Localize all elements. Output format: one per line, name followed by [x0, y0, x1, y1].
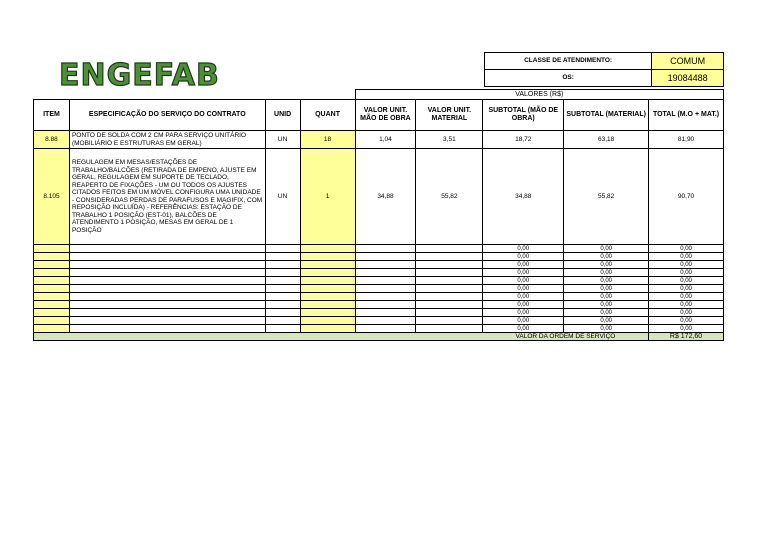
row-sub-mat: 55,82 — [564, 149, 649, 245]
blank-espec — [69, 317, 265, 325]
blank-row — [34, 269, 724, 277]
blank-item — [34, 253, 70, 261]
blank-total: 0,00 — [649, 253, 724, 261]
blank-sub-mat: 0,00 — [564, 309, 649, 317]
blank-sub-mao: 0,00 — [483, 245, 564, 253]
blank-valor-mat — [416, 277, 483, 285]
blank-row — [34, 309, 724, 317]
blank-valor-mao — [355, 269, 416, 277]
blank-espec — [69, 325, 265, 333]
blank-unid — [265, 277, 300, 285]
blank-espec — [69, 277, 265, 285]
header-sub-mat: SUBTOTAL (MATERIAL) — [564, 100, 649, 131]
header-espec: ESPECIFICAÇÃO DO SERVIÇO DO CONTRATO — [69, 100, 265, 131]
row-quant: 1 — [300, 149, 355, 245]
valores-label: VALORES (R$) — [355, 90, 724, 100]
blank-total: 0,00 — [649, 261, 724, 269]
row-valor-mat: 55,82 — [416, 149, 483, 245]
blank-sub-mao: 0,00 — [483, 277, 564, 285]
blank-valor-mat — [416, 301, 483, 309]
blank-sub-mao: 0,00 — [483, 309, 564, 317]
footer-total: R$ 172,60 — [649, 333, 724, 341]
blank-unid — [265, 301, 300, 309]
blank-total: 0,00 — [649, 317, 724, 325]
company-logo: ENGEFAB — [59, 58, 220, 93]
blank-valor-mao — [355, 293, 416, 301]
blank-unid — [265, 325, 300, 333]
row-espec: PONTO DE SOLDA COM 2 CM PARA SERVIÇO UNITÁRIO (MOBILIÁRIO E ESTRUTURAS EM GERAL) — [69, 131, 265, 149]
blank-unid — [265, 317, 300, 325]
blank-unid — [265, 269, 300, 277]
blank-sub-mao: 0,00 — [483, 325, 564, 333]
blank-espec — [69, 285, 265, 293]
blank-sub-mao: 0,00 — [483, 261, 564, 269]
blank-unid — [265, 253, 300, 261]
blank-quant — [300, 269, 355, 277]
header-item: ITEM — [34, 100, 70, 131]
blank-sub-mat: 0,00 — [564, 269, 649, 277]
blank-row — [34, 317, 724, 325]
blank-item — [34, 309, 70, 317]
header-valor-mat: VALOR UNIT. MATERIAL — [416, 100, 483, 131]
blank-row — [34, 285, 724, 293]
blank-total: 0,00 — [649, 277, 724, 285]
blank-valor-mat — [416, 269, 483, 277]
blank-sub-mat: 0,00 — [564, 277, 649, 285]
service-order-table — [33, 89, 724, 341]
blank-valor-mao — [355, 277, 416, 285]
blank-quant — [300, 245, 355, 253]
blank-sub-mat: 0,00 — [564, 325, 649, 333]
blank-item — [34, 293, 70, 301]
blank-total: 0,00 — [649, 269, 724, 277]
blank-sub-mao: 0,00 — [483, 301, 564, 309]
blank-row — [34, 301, 724, 309]
blank-valor-mao — [355, 285, 416, 293]
blank-quant — [300, 285, 355, 293]
blank-valor-mat — [416, 309, 483, 317]
blank-row — [34, 277, 724, 285]
blank-unid — [265, 309, 300, 317]
blank-item — [34, 317, 70, 325]
blank-total: 0,00 — [649, 293, 724, 301]
blank-unid — [265, 245, 300, 253]
blank-quant — [300, 317, 355, 325]
blank-quant — [300, 261, 355, 269]
row-unid: UN — [265, 131, 300, 149]
row-item: 8.88 — [34, 131, 70, 149]
row-quant: 18 — [300, 131, 355, 149]
row-unid: UN — [265, 149, 300, 245]
blank-valor-mao — [355, 325, 416, 333]
blank-total: 0,00 — [649, 301, 724, 309]
blank-unid — [265, 293, 300, 301]
blank-valor-mao — [355, 309, 416, 317]
blank-espec — [69, 253, 265, 261]
header-total: TOTAL (M.O + MAT.) — [649, 100, 724, 131]
blank-quant — [300, 301, 355, 309]
blank-row — [34, 245, 724, 253]
blank-sub-mat: 0,00 — [564, 293, 649, 301]
blank-espec — [69, 309, 265, 317]
blank-sub-mao: 0,00 — [483, 285, 564, 293]
blank-sub-mao: 0,00 — [483, 317, 564, 325]
blank-espec — [69, 269, 265, 277]
row-total: 90,70 — [649, 149, 724, 245]
blank-quant — [300, 325, 355, 333]
row-valor-mao: 1,04 — [355, 131, 416, 149]
blank-sub-mat: 0,00 — [564, 253, 649, 261]
blank-sub-mat: 0,00 — [564, 301, 649, 309]
blank-valor-mat — [416, 285, 483, 293]
table-row — [34, 149, 724, 245]
blank-espec — [69, 301, 265, 309]
blank-espec — [69, 245, 265, 253]
blank-sub-mat: 0,00 — [564, 285, 649, 293]
os-label: OS: — [485, 70, 652, 87]
table-row — [34, 131, 724, 149]
blank-valor-mat — [416, 317, 483, 325]
classe-label: CLASSE DE ATENDIMENTO: — [485, 53, 652, 70]
classe-value: COMUM — [652, 53, 724, 70]
blank-item — [34, 285, 70, 293]
blank-item — [34, 277, 70, 285]
blank-sub-mao: 0,00 — [483, 269, 564, 277]
row-valor-mat: 3,51 — [416, 131, 483, 149]
blank-total: 0,00 — [649, 285, 724, 293]
blank-valor-mao — [355, 261, 416, 269]
blank-row — [34, 261, 724, 269]
blank-total: 0,00 — [649, 309, 724, 317]
blank-row — [34, 325, 724, 333]
blank-quant — [300, 253, 355, 261]
row-espec: REGULAGEM EM MESAS/ESTAÇÕES DE TRABALHO/BALCÕES (RETIRADA DE EMPENO, AJUSTE EM GERAL, REGULAGEM EM SUPORTE DE TECLADO, REAPERTO DE FIXAÇÕES - UM OU TODOS OS AJUSTES CITADOS FEITOS EM UM MÓVEL CONFIGURA UMA UNIDADE - CONSIDERADAS PERDAS DE PARAFUSOS E MAGIFIX, COM REPOSIÇÃO INCLUÍDA) - REFERÊNCIAS: ESTAÇÃO DE TRABALHO 1 POSIÇÃO (EST-01), BALCÕES DE ATENDIMENTO 1 POSIÇÃO, MESAS EM GERAL DE 1 POSIÇÃO — [69, 149, 265, 245]
blank-item — [34, 245, 70, 253]
footer-row — [34, 333, 724, 341]
row-sub-mao: 18,72 — [483, 131, 564, 149]
blank-item — [34, 325, 70, 333]
row-sub-mao: 34,88 — [483, 149, 564, 245]
blank-valor-mat — [416, 261, 483, 269]
blank-quant — [300, 309, 355, 317]
service-info-table — [484, 52, 724, 87]
row-valor-mao: 34,88 — [355, 149, 416, 245]
blank-valor-mao — [355, 301, 416, 309]
header-row — [34, 100, 724, 131]
blank-item — [34, 301, 70, 309]
blank-row — [34, 293, 724, 301]
blank-sub-mao: 0,00 — [483, 253, 564, 261]
row-total: 81,90 — [649, 131, 724, 149]
blank-item — [34, 269, 70, 277]
blank-valor-mao — [355, 253, 416, 261]
footer-label: VALOR DA ORDEM DE SERVIÇO — [483, 333, 649, 341]
blank-valor-mat — [416, 293, 483, 301]
row-item: 8.105 — [34, 149, 70, 245]
header-quant: QUANT — [300, 100, 355, 131]
blank-valor-mao — [355, 317, 416, 325]
blank-unid — [265, 261, 300, 269]
row-sub-mat: 63,18 — [564, 131, 649, 149]
blank-sub-mat: 0,00 — [564, 245, 649, 253]
header-sub-mao: SUBTOTAL (MÃO DE OBRA) — [483, 100, 564, 131]
blank-unid — [265, 285, 300, 293]
blank-quant — [300, 293, 355, 301]
blank-sub-mat: 0,00 — [564, 261, 649, 269]
blank-sub-mao: 0,00 — [483, 293, 564, 301]
blank-valor-mat — [416, 325, 483, 333]
header-valor-mao: VALOR UNIT. MÃO DE OBRA — [355, 100, 416, 131]
blank-item — [34, 261, 70, 269]
blank-quant — [300, 277, 355, 285]
blank-row — [34, 253, 724, 261]
blank-sub-mat: 0,00 — [564, 317, 649, 325]
blank-total: 0,00 — [649, 245, 724, 253]
blank-total: 0,00 — [649, 325, 724, 333]
blank-espec — [69, 293, 265, 301]
os-value: 19084488 — [652, 70, 724, 87]
blank-valor-mat — [416, 253, 483, 261]
blank-valor-mat — [416, 245, 483, 253]
blank-espec — [69, 261, 265, 269]
header-unid: UNID — [265, 100, 300, 131]
blank-valor-mao — [355, 245, 416, 253]
